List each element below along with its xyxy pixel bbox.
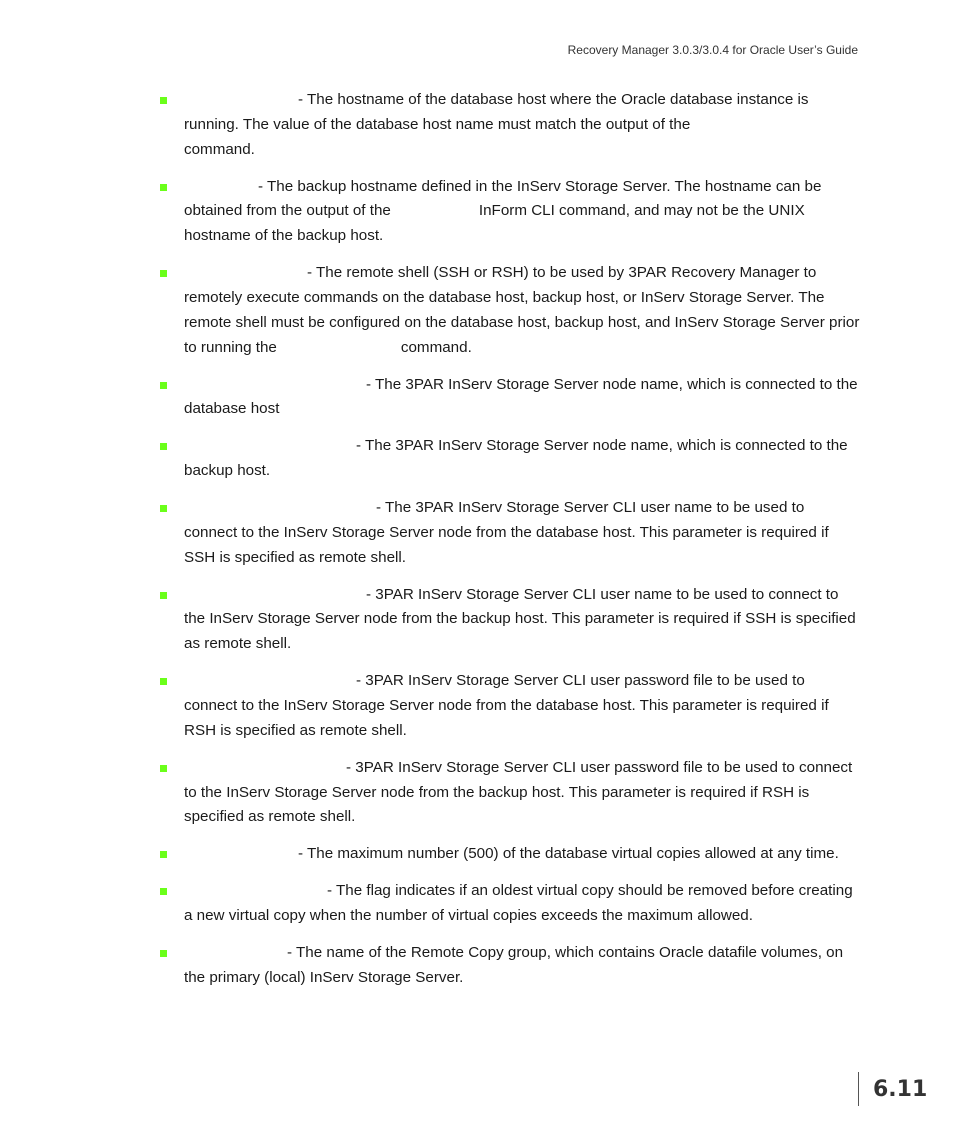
- square-bullet-icon: [160, 851, 167, 858]
- item-text: - The backup hostname defined in the InServ Storage Server. The hostname can be obtained from the output of the: [184, 177, 822, 220]
- square-bullet-icon: [160, 505, 167, 512]
- square-bullet-icon: [160, 592, 167, 599]
- list-item: [160, 175, 860, 249]
- square-bullet-icon: [160, 184, 167, 191]
- square-bullet-icon: [160, 443, 167, 450]
- list-item: [160, 261, 860, 360]
- list-item: [160, 756, 860, 830]
- square-bullet-icon: [160, 270, 167, 277]
- list-item: [160, 496, 860, 570]
- list-item: [160, 373, 860, 423]
- item-text-tail: command.: [400, 338, 472, 356]
- square-bullet-icon: [160, 97, 167, 104]
- item-text: - The hostname of the database host where the Oracle database instance is running. The value of the database host name must match the output of the: [184, 91, 809, 133]
- running-header: Recovery Manager 3.0.3/3.0.4 for Oracle User’s Guide: [567, 43, 858, 57]
- item-text-tail: command.: [184, 140, 255, 158]
- list-item: [160, 583, 860, 657]
- page-footer: [858, 1072, 927, 1106]
- square-bullet-icon: [160, 678, 167, 685]
- square-bullet-icon: [160, 888, 167, 895]
- parameter-list: [160, 88, 860, 1003]
- square-bullet-icon: [160, 950, 167, 957]
- item-text: - The 3PAR InServ Storage Server node name, which is connected to the backup host.: [184, 437, 848, 480]
- square-bullet-icon: [160, 765, 167, 772]
- item-text: - The flag indicates if an oldest virtual copy should be removed before creating a new virtual copy when the number of virtual copies exceeds the maximum allowed.: [184, 882, 853, 925]
- list-item: [160, 669, 860, 743]
- item-text: - 3PAR InServ Storage Server CLI user name to be used to connect to the InServ Storage Server node from the backup host. This parameter is required if SSH is specified as remote shell.: [184, 585, 856, 653]
- list-item: [160, 941, 860, 991]
- item-text: - The 3PAR InServ Storage Server node name, which is connected to the database host: [184, 375, 858, 418]
- square-bullet-icon: [160, 382, 167, 389]
- item-text: - 3PAR InServ Storage Server CLI user password file to be used to connect to the InServ Storage Server node from the backup host. This parameter is required if RSH is specified as remote shell.: [184, 758, 853, 826]
- list-item: [160, 88, 860, 162]
- item-text: - The 3PAR InServ Storage Server CLI user name to be used to connect to the InServ Storage Server node from the database host. This parameter is required if SSH is specified as remote shell.: [184, 499, 829, 566]
- list-item: [160, 434, 860, 484]
- item-text: - The remote shell (SSH or RSH) to be used by 3PAR Recovery Manager to remotely execute commands on the database host, backup host, or InServ Storage Server. The remote shell must be configured on the database host, backup host, and InServ Storage Server prior to running the: [184, 264, 860, 356]
- list-item: [160, 842, 860, 867]
- item-text-tail: InForm CLI command, and may not be the UNIX hostname of the backup host.: [184, 202, 805, 245]
- page-number: 6.11: [873, 1076, 928, 1102]
- item-text: - 3PAR InServ Storage Server CLI user password file to be used to connect to the InServ Storage Server node from the database host. This parameter is required if RSH is specified as remote shell.: [184, 672, 829, 739]
- item-text: - The name of the Remote Copy group, which contains Oracle datafile volumes, on the primary (local) InServ Storage Server.: [184, 944, 844, 986]
- item-text: - The maximum number (500) of the database virtual copies allowed at any time.: [298, 845, 839, 863]
- list-item: [160, 879, 860, 929]
